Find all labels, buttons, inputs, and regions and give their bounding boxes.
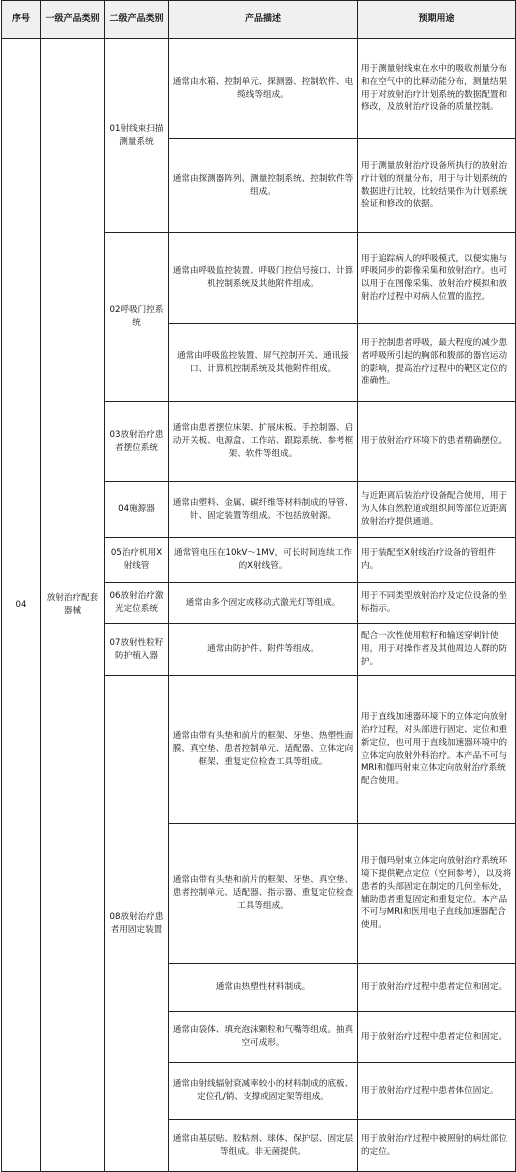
cat2-cell: 01射线束扫描测量系统	[105, 39, 169, 233]
desc-cell: 通常由带有头垫和前片的框架、牙垫、真空垫、患者控制单元、适配器、指示器、重复定位检查工具等组成。	[169, 824, 358, 964]
desc-cell: 通常由射线辐射衰减率较小的材料制成的底板、定位孔/销、支撑或固定架等组成。	[169, 1063, 358, 1120]
use-cell: 用于放射治疗过程中患者体位固定。	[358, 1063, 516, 1120]
table-row	[2, 39, 516, 139]
use-cell: 用于测量射线束在水中的吸收剂量分布和在空气中的比释动能分布，测量结果用于对放射治疗计划系统的数据配置和修改，及放射治疗设备的质量控制。	[358, 39, 516, 139]
use-cell: 用于追踪病人的呼吸模式，以便实施与呼吸同步的影像采集和放射治疗。也可以用于在图像采集、放射治疗模拟和放射治疗过程中对病人位置的监控。	[358, 233, 516, 324]
use-cell: 用于放射治疗过程中患者定位和固定。	[358, 964, 516, 1012]
cat2-cell: 07放射性粒籽防护植入器	[105, 624, 169, 676]
cat2-cell: 04施源器	[105, 482, 169, 538]
use-cell: 用于放射治疗过程中被照射的病灶部位的定位。	[358, 1120, 516, 1172]
header-use: 预期用途	[358, 1, 516, 39]
desc-cell: 通常由患者摆位床架、扩展床板、手控制器、启动开关板、电源盒、工作站、跟踪系统、参考框架、软件等组成。	[169, 402, 358, 482]
cat2-cell: 05治疗机用X射线管	[105, 538, 169, 583]
cat2-cell: 06放射治疗激光定位系统	[105, 583, 169, 624]
header-cat2: 二级产品类别	[105, 1, 169, 39]
desc-cell: 通常由多个固定或移动式激光灯等组成。	[169, 583, 358, 624]
cat1-cell: 放射治疗配套器械	[41, 39, 105, 1172]
desc-cell: 通常由呼吸监控装置、呼吸门控信号接口、计算机控制系统及其他附件组成。	[169, 233, 358, 324]
use-cell: 用于控制患者呼吸，最大程度的减少患者呼吸所引起的胸部和腹部的器官运动的影响，提高治疗过程中的靶区定位的准确性。	[358, 324, 516, 402]
desc-cell: 通常由袋体、填充泡沫颗粒和气嘴等组成。抽真空可成形。	[169, 1012, 358, 1063]
header-cat1: 一级产品类别	[41, 1, 105, 39]
desc-cell: 通常由呼吸监控装置、屏气控制开关、通讯接口、计算机控制系统及其他附件组成。	[169, 324, 358, 402]
header-desc: 产品描述	[169, 1, 358, 39]
use-cell: 用于放射治疗环境下的患者精确摆位。	[358, 402, 516, 482]
use-cell: 用于不同类型放射治疗及定位设备的坐标指示。	[358, 583, 516, 624]
seq-cell: 04	[2, 39, 41, 1172]
desc-cell: 通常由带有头垫和前片的框架、牙垫、热塑性面膜、真空垫、患者控制单元、适配器、立体定向框架、重复定位检查工具等组成。	[169, 676, 358, 824]
desc-cell: 通常由热塑性材料制成。	[169, 964, 358, 1012]
desc-cell: 通常由基层贴、胶粘剂、球体、保护层、固定层等组成。非无菌提供。	[169, 1120, 358, 1172]
use-cell: 用于放射治疗过程中患者定位和固定。	[358, 1012, 516, 1063]
desc-cell: 通常管电压在10kV～1MV，可长时间连续工作的X射线管。	[169, 538, 358, 583]
use-cell: 用于测量放射治疗设备所执行的放射治疗计划的剂量分布，用于与计划系统的数据进行比较，比较结果作为计划系统验证和修改的依据。	[358, 139, 516, 233]
desc-cell: 通常由水箱、控制单元、探测器、控制软件、电缆线等组成。	[169, 39, 358, 139]
use-cell: 与近距离后装治疗设备配合使用，用于为人体自然腔道或组织间等部位近距离放射治疗提供通道。	[358, 482, 516, 538]
desc-cell: 通常由防护件、附件等组成。	[169, 624, 358, 676]
use-cell: 用于装配至X射线治疗设备的管组件内。	[358, 538, 516, 583]
catalog-table	[1, 0, 516, 1172]
cat2-cell: 08放射治疗患者用固定装置	[105, 676, 169, 1172]
header-row	[2, 1, 516, 39]
use-cell: 用于伽玛射束立体定向放射治疗系统环境下提供靶点定位（空间参考），以及将患者的头部固定在制定的几何坐标处，辅助患者重复固定和重复定位。本产品不可与MRI和医用电子直线加速器配合使用。	[358, 824, 516, 964]
use-cell: 用于直线加速器环境下的立体定向放射治疗过程，对头部进行固定、定位和重新定位，也可用于直线加速器环境中的立体定向放射外科治疗。本产品不可与MRI和伽玛射束立体定向放射治疗系统配合使用。	[358, 676, 516, 824]
desc-cell: 通常由塑料、金属、碳纤维等材料制成的导管、针、固定装置等组成。不包括放射源。	[169, 482, 358, 538]
cat2-cell: 03放射治疗患者摆位系统	[105, 402, 169, 482]
desc-cell: 通常由探测器阵列、测量控制系统、控制软件等组成。	[169, 139, 358, 233]
header-seq: 序号	[2, 1, 41, 39]
cat2-cell: 02呼吸门控系统	[105, 233, 169, 402]
use-cell: 配合一次性使用粒籽和输送穿刺针使用，用于对操作者及其他周边人群的防护。	[358, 624, 516, 676]
